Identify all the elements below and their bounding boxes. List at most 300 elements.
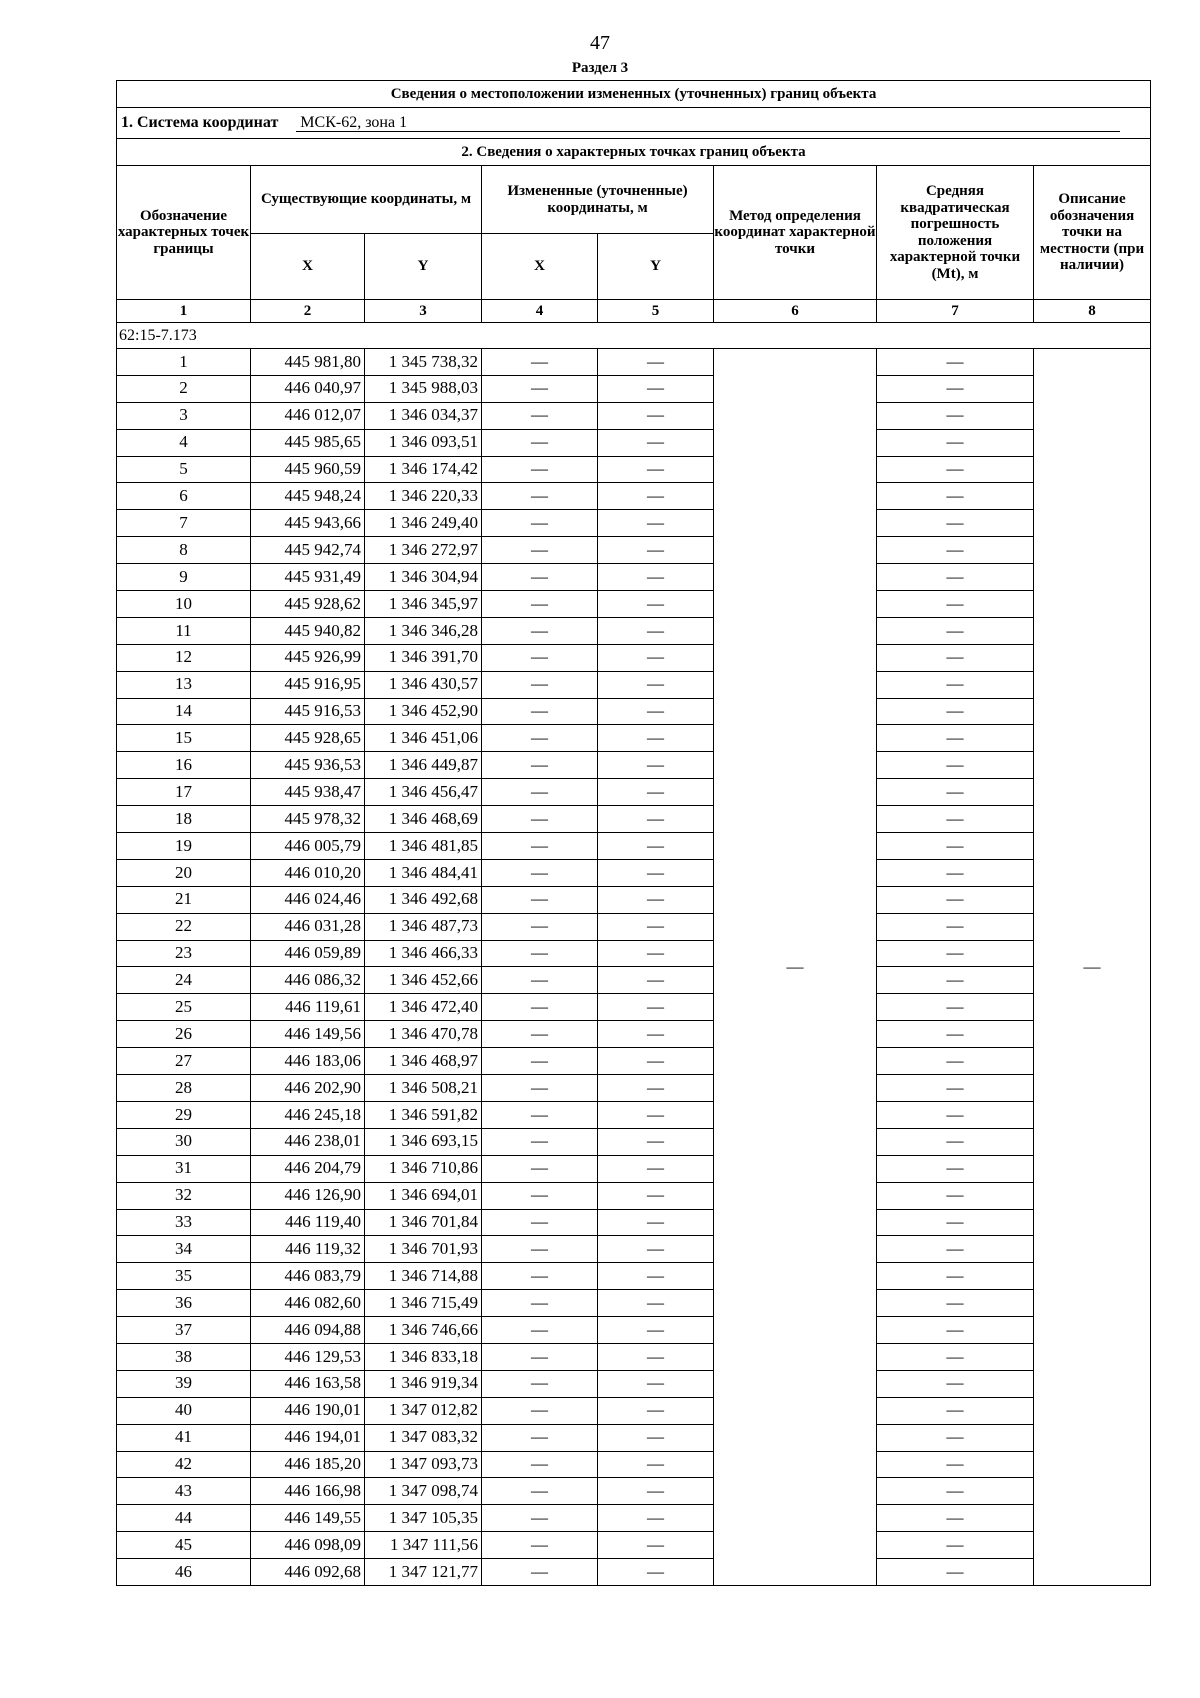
existing-x: 446 005,79 xyxy=(251,833,365,860)
error-cell: — xyxy=(877,940,1034,967)
error-cell: — xyxy=(877,1478,1034,1505)
changed-x: — xyxy=(482,1155,598,1182)
changed-x: — xyxy=(482,349,598,376)
changed-y: — xyxy=(598,564,714,591)
existing-x: 445 926,99 xyxy=(251,644,365,671)
changed-x: — xyxy=(482,617,598,644)
table-row xyxy=(117,1343,1151,1370)
error-cell: — xyxy=(877,1236,1034,1263)
point-number: 12 xyxy=(117,644,251,671)
table-row xyxy=(117,1263,1151,1290)
changed-x: — xyxy=(482,1451,598,1478)
changed-y: — xyxy=(598,1290,714,1317)
existing-y: 1 346 693,15 xyxy=(365,1128,482,1155)
header-method: Метод определения координат характерной точки xyxy=(714,166,877,300)
point-number: 44 xyxy=(117,1505,251,1532)
changed-y: — xyxy=(598,483,714,510)
existing-x: 445 916,95 xyxy=(251,671,365,698)
table-row xyxy=(117,1182,1151,1209)
existing-y: 1 346 345,97 xyxy=(365,591,482,618)
existing-y: 1 346 481,85 xyxy=(365,833,482,860)
changed-x: — xyxy=(482,1075,598,1102)
column-number: 8 xyxy=(1034,300,1151,323)
existing-x: 446 163,58 xyxy=(251,1370,365,1397)
changed-y: — xyxy=(598,591,714,618)
existing-y: 1 346 449,87 xyxy=(365,752,482,779)
section-title: Раздел 3 xyxy=(571,60,629,76)
existing-x: 446 204,79 xyxy=(251,1155,365,1182)
changed-y: — xyxy=(598,1182,714,1209)
table-row xyxy=(117,429,1151,456)
point-number: 46 xyxy=(117,1559,251,1586)
changed-x: — xyxy=(482,1209,598,1236)
existing-y: 1 347 121,77 xyxy=(365,1559,482,1586)
changed-y: — xyxy=(598,1451,714,1478)
point-number: 22 xyxy=(117,913,251,940)
existing-y: 1 346 470,78 xyxy=(365,1021,482,1048)
existing-x: 446 185,20 xyxy=(251,1451,365,1478)
table-row xyxy=(117,1478,1151,1505)
error-cell: — xyxy=(877,537,1034,564)
changed-y: — xyxy=(598,1021,714,1048)
existing-y: 1 346 468,97 xyxy=(365,1048,482,1075)
changed-y: — xyxy=(598,456,714,483)
error-cell: — xyxy=(877,779,1034,806)
point-number: 37 xyxy=(117,1317,251,1344)
header-error: Средняя квадратическая погрешность положения характерной точки (Mt), м xyxy=(877,166,1034,300)
table-row xyxy=(117,1424,1151,1451)
column-number: 5 xyxy=(598,300,714,323)
error-cell: — xyxy=(877,913,1034,940)
table-row xyxy=(117,349,1151,376)
changed-y: — xyxy=(598,1505,714,1532)
error-cell: — xyxy=(877,375,1034,402)
changed-y: — xyxy=(598,402,714,429)
table-row xyxy=(117,591,1151,618)
table-row xyxy=(117,1559,1151,1586)
error-cell: — xyxy=(877,644,1034,671)
point-number: 9 xyxy=(117,564,251,591)
point-number: 27 xyxy=(117,1048,251,1075)
existing-y: 1 346 508,21 xyxy=(365,1075,482,1102)
column-number: 6 xyxy=(714,300,877,323)
error-cell: — xyxy=(877,564,1034,591)
existing-x: 446 238,01 xyxy=(251,1128,365,1155)
existing-x: 445 981,80 xyxy=(251,349,365,376)
existing-x: 446 119,40 xyxy=(251,1209,365,1236)
error-cell: — xyxy=(877,456,1034,483)
changed-y: — xyxy=(598,1424,714,1451)
existing-x: 446 126,90 xyxy=(251,1182,365,1209)
existing-x: 446 024,46 xyxy=(251,886,365,913)
existing-y: 1 346 484,41 xyxy=(365,859,482,886)
header-existing-coords: Существующие координаты, м xyxy=(251,166,482,234)
point-number: 26 xyxy=(117,1021,251,1048)
error-cell: — xyxy=(877,1209,1034,1236)
existing-x: 446 098,09 xyxy=(251,1532,365,1559)
changed-x: — xyxy=(482,1424,598,1451)
existing-x: 446 086,32 xyxy=(251,967,365,994)
table-row xyxy=(117,617,1151,644)
existing-y: 1 345 738,32 xyxy=(365,349,482,376)
changed-x: — xyxy=(482,1370,598,1397)
changed-y: — xyxy=(598,833,714,860)
column-number: 2 xyxy=(251,300,365,323)
error-cell: — xyxy=(877,349,1034,376)
existing-y: 1 347 098,74 xyxy=(365,1478,482,1505)
header-existing-x: X xyxy=(251,234,365,300)
changed-y: — xyxy=(598,1343,714,1370)
error-cell: — xyxy=(877,752,1034,779)
existing-x: 446 031,28 xyxy=(251,913,365,940)
table-row xyxy=(117,913,1151,940)
error-cell: — xyxy=(877,967,1034,994)
changed-x: — xyxy=(482,1128,598,1155)
existing-y: 1 347 012,82 xyxy=(365,1397,482,1424)
changed-x: — xyxy=(482,1236,598,1263)
point-number: 42 xyxy=(117,1451,251,1478)
existing-x: 445 943,66 xyxy=(251,510,365,537)
changed-x: — xyxy=(482,833,598,860)
existing-x: 446 190,01 xyxy=(251,1397,365,1424)
error-cell: — xyxy=(877,1182,1034,1209)
boundary-points-table xyxy=(116,80,1151,1586)
error-cell: — xyxy=(877,1370,1034,1397)
table-row xyxy=(117,1370,1151,1397)
changed-x: — xyxy=(482,1343,598,1370)
changed-x: — xyxy=(482,644,598,671)
error-cell: — xyxy=(877,698,1034,725)
changed-x: — xyxy=(482,456,598,483)
existing-y: 1 346 701,93 xyxy=(365,1236,482,1263)
table-row xyxy=(117,1532,1151,1559)
column-number: 3 xyxy=(365,300,482,323)
changed-x: — xyxy=(482,806,598,833)
error-cell: — xyxy=(877,1075,1034,1102)
changed-y: — xyxy=(598,752,714,779)
point-number: 21 xyxy=(117,886,251,913)
changed-y: — xyxy=(598,671,714,698)
existing-y: 1 346 487,73 xyxy=(365,913,482,940)
point-number: 38 xyxy=(117,1343,251,1370)
table-row xyxy=(117,1236,1151,1263)
existing-y: 1 346 346,28 xyxy=(365,617,482,644)
table-title: Сведения о местоположении измененных (уточненных) границ объекта xyxy=(117,81,1151,108)
header-changed-x: X xyxy=(482,234,598,300)
existing-y: 1 346 451,06 xyxy=(365,725,482,752)
column-number: 7 xyxy=(877,300,1034,323)
error-cell: — xyxy=(877,483,1034,510)
existing-y: 1 346 468,69 xyxy=(365,806,482,833)
existing-x: 445 931,49 xyxy=(251,564,365,591)
point-number: 41 xyxy=(117,1424,251,1451)
changed-y: — xyxy=(598,725,714,752)
table-row xyxy=(117,1128,1151,1155)
existing-y: 1 346 919,34 xyxy=(365,1370,482,1397)
existing-y: 1 346 746,66 xyxy=(365,1317,482,1344)
table-row xyxy=(117,1155,1151,1182)
changed-x: — xyxy=(482,967,598,994)
table-row xyxy=(117,752,1151,779)
existing-x: 445 928,62 xyxy=(251,591,365,618)
existing-x: 446 040,97 xyxy=(251,375,365,402)
crs-value: МСК-62, зона 1 xyxy=(296,114,1120,133)
changed-x: — xyxy=(482,1182,598,1209)
existing-x: 445 928,65 xyxy=(251,725,365,752)
table-row xyxy=(117,402,1151,429)
point-number: 20 xyxy=(117,859,251,886)
changed-x: — xyxy=(482,1559,598,1586)
changed-y: — xyxy=(598,1532,714,1559)
changed-y: — xyxy=(598,1048,714,1075)
changed-x: — xyxy=(482,1532,598,1559)
changed-x: — xyxy=(482,429,598,456)
changed-y: — xyxy=(598,1155,714,1182)
point-number: 40 xyxy=(117,1397,251,1424)
changed-y: — xyxy=(598,375,714,402)
changed-x: — xyxy=(482,913,598,940)
changed-y: — xyxy=(598,1128,714,1155)
table-row xyxy=(117,967,1151,994)
existing-y: 1 346 456,47 xyxy=(365,779,482,806)
existing-x: 446 010,20 xyxy=(251,859,365,886)
point-number: 25 xyxy=(117,994,251,1021)
existing-y: 1 346 472,40 xyxy=(365,994,482,1021)
existing-y: 1 346 714,88 xyxy=(365,1263,482,1290)
point-number: 11 xyxy=(117,617,251,644)
changed-x: — xyxy=(482,591,598,618)
existing-x: 446 082,60 xyxy=(251,1290,365,1317)
point-number: 7 xyxy=(117,510,251,537)
existing-y: 1 346 466,33 xyxy=(365,940,482,967)
point-number: 13 xyxy=(117,671,251,698)
error-cell: — xyxy=(877,994,1034,1021)
point-number: 36 xyxy=(117,1290,251,1317)
changed-x: — xyxy=(482,752,598,779)
changed-x: — xyxy=(482,940,598,967)
changed-y: — xyxy=(598,644,714,671)
existing-y: 1 346 304,94 xyxy=(365,564,482,591)
existing-x: 446 059,89 xyxy=(251,940,365,967)
changed-x: — xyxy=(482,779,598,806)
existing-x: 446 149,56 xyxy=(251,1021,365,1048)
point-number: 8 xyxy=(117,537,251,564)
changed-y: — xyxy=(598,1370,714,1397)
point-number: 17 xyxy=(117,779,251,806)
changed-x: — xyxy=(482,1263,598,1290)
changed-y: — xyxy=(598,1209,714,1236)
changed-x: — xyxy=(482,859,598,886)
table-row xyxy=(117,1505,1151,1532)
changed-x: — xyxy=(482,994,598,1021)
existing-x: 446 119,61 xyxy=(251,994,365,1021)
existing-y: 1 347 093,73 xyxy=(365,1451,482,1478)
changed-x: — xyxy=(482,1290,598,1317)
existing-x: 446 012,07 xyxy=(251,402,365,429)
header-changed-y: Y xyxy=(598,234,714,300)
existing-y: 1 346 220,33 xyxy=(365,483,482,510)
error-cell: — xyxy=(877,1505,1034,1532)
existing-x: 446 194,01 xyxy=(251,1424,365,1451)
header-existing-y: Y xyxy=(365,234,482,300)
table-row xyxy=(117,483,1151,510)
existing-x: 446 245,18 xyxy=(251,1101,365,1128)
table-row xyxy=(117,671,1151,698)
changed-y: — xyxy=(598,1397,714,1424)
error-cell: — xyxy=(877,833,1034,860)
error-cell: — xyxy=(877,1048,1034,1075)
point-number: 18 xyxy=(117,806,251,833)
error-cell: — xyxy=(877,1021,1034,1048)
changed-y: — xyxy=(598,510,714,537)
point-number: 14 xyxy=(117,698,251,725)
error-cell: — xyxy=(877,1290,1034,1317)
changed-y: — xyxy=(598,1478,714,1505)
error-cell: — xyxy=(877,725,1034,752)
existing-x: 445 978,32 xyxy=(251,806,365,833)
existing-y: 1 346 694,01 xyxy=(365,1182,482,1209)
point-number: 43 xyxy=(117,1478,251,1505)
point-number: 15 xyxy=(117,725,251,752)
point-number: 31 xyxy=(117,1155,251,1182)
point-number: 3 xyxy=(117,402,251,429)
existing-y: 1 346 272,97 xyxy=(365,537,482,564)
existing-x: 445 960,59 xyxy=(251,456,365,483)
point-number: 10 xyxy=(117,591,251,618)
point-number: 16 xyxy=(117,752,251,779)
changed-x: — xyxy=(482,375,598,402)
existing-x: 446 083,79 xyxy=(251,1263,365,1290)
point-number: 45 xyxy=(117,1532,251,1559)
existing-x: 445 916,53 xyxy=(251,698,365,725)
existing-x: 445 936,53 xyxy=(251,752,365,779)
header-changed-coords: Измененные (уточненные) координаты, м xyxy=(482,166,714,234)
table-row xyxy=(117,1021,1151,1048)
error-cell: — xyxy=(877,1532,1034,1559)
point-number: 28 xyxy=(117,1075,251,1102)
existing-x: 446 183,06 xyxy=(251,1048,365,1075)
changed-x: — xyxy=(482,671,598,698)
column-number: 4 xyxy=(482,300,598,323)
changed-x: — xyxy=(482,1048,598,1075)
point-number: 39 xyxy=(117,1370,251,1397)
table-row xyxy=(117,1048,1151,1075)
existing-y: 1 346 591,82 xyxy=(365,1101,482,1128)
existing-y: 1 346 492,68 xyxy=(365,886,482,913)
error-cell: — xyxy=(877,671,1034,698)
existing-x: 446 202,90 xyxy=(251,1075,365,1102)
changed-x: — xyxy=(482,725,598,752)
changed-x: — xyxy=(482,564,598,591)
table-row xyxy=(117,510,1151,537)
changed-x: — xyxy=(482,402,598,429)
point-number: 2 xyxy=(117,375,251,402)
error-cell: — xyxy=(877,1155,1034,1182)
existing-y: 1 346 715,49 xyxy=(365,1290,482,1317)
existing-y: 1 346 391,70 xyxy=(365,644,482,671)
existing-x: 446 119,32 xyxy=(251,1236,365,1263)
point-number: 6 xyxy=(117,483,251,510)
error-cell: — xyxy=(877,402,1034,429)
existing-y: 1 346 710,86 xyxy=(365,1155,482,1182)
description-cell: — xyxy=(1034,349,1151,1586)
changed-y: — xyxy=(598,1101,714,1128)
changed-y: — xyxy=(598,886,714,913)
point-number: 23 xyxy=(117,940,251,967)
changed-y: — xyxy=(598,859,714,886)
changed-y: — xyxy=(598,806,714,833)
error-cell: — xyxy=(877,1397,1034,1424)
table-row xyxy=(117,698,1151,725)
changed-x: — xyxy=(482,510,598,537)
changed-x: — xyxy=(482,886,598,913)
table-row xyxy=(117,886,1151,913)
changed-y: — xyxy=(598,617,714,644)
error-cell: — xyxy=(877,1559,1034,1586)
point-number: 24 xyxy=(117,967,251,994)
error-cell: — xyxy=(877,1424,1034,1451)
error-cell: — xyxy=(877,806,1034,833)
point-number: 30 xyxy=(117,1128,251,1155)
changed-y: — xyxy=(598,537,714,564)
point-number: 33 xyxy=(117,1209,251,1236)
plot-id: 62:15-7.173 xyxy=(117,323,1151,349)
crs-row xyxy=(117,108,1151,139)
existing-y: 1 347 105,35 xyxy=(365,1505,482,1532)
table-row xyxy=(117,1209,1151,1236)
table-row xyxy=(117,1317,1151,1344)
existing-y: 1 346 701,84 xyxy=(365,1209,482,1236)
existing-x: 446 166,98 xyxy=(251,1478,365,1505)
point-number: 19 xyxy=(117,833,251,860)
changed-y: — xyxy=(598,994,714,1021)
crs-label: 1. Система координат xyxy=(121,113,279,131)
error-cell: — xyxy=(877,1263,1034,1290)
error-cell: — xyxy=(877,510,1034,537)
table-row xyxy=(117,537,1151,564)
table-row xyxy=(117,833,1151,860)
existing-x: 445 942,74 xyxy=(251,537,365,564)
changed-y: — xyxy=(598,940,714,967)
error-cell: — xyxy=(877,1317,1034,1344)
changed-x: — xyxy=(482,1397,598,1424)
existing-y: 1 347 111,56 xyxy=(365,1532,482,1559)
error-cell: — xyxy=(877,859,1034,886)
existing-y: 1 346 093,51 xyxy=(365,429,482,456)
error-cell: — xyxy=(877,617,1034,644)
table-row xyxy=(117,1101,1151,1128)
existing-y: 1 346 034,37 xyxy=(365,402,482,429)
error-cell: — xyxy=(877,1128,1034,1155)
table-row xyxy=(117,806,1151,833)
changed-y: — xyxy=(598,1263,714,1290)
header-point-designation: Обозначение характерных точек границы xyxy=(117,166,251,300)
point-number: 1 xyxy=(117,349,251,376)
point-number: 4 xyxy=(117,429,251,456)
changed-y: — xyxy=(598,1075,714,1102)
existing-y: 1 345 988,03 xyxy=(365,375,482,402)
existing-x: 445 948,24 xyxy=(251,483,365,510)
table-row xyxy=(117,859,1151,886)
table-row xyxy=(117,456,1151,483)
changed-y: — xyxy=(598,1317,714,1344)
method-cell: — xyxy=(714,349,877,1586)
table-row xyxy=(117,940,1151,967)
point-number: 35 xyxy=(117,1263,251,1290)
changed-y: — xyxy=(598,698,714,725)
error-cell: — xyxy=(877,429,1034,456)
changed-x: — xyxy=(482,698,598,725)
